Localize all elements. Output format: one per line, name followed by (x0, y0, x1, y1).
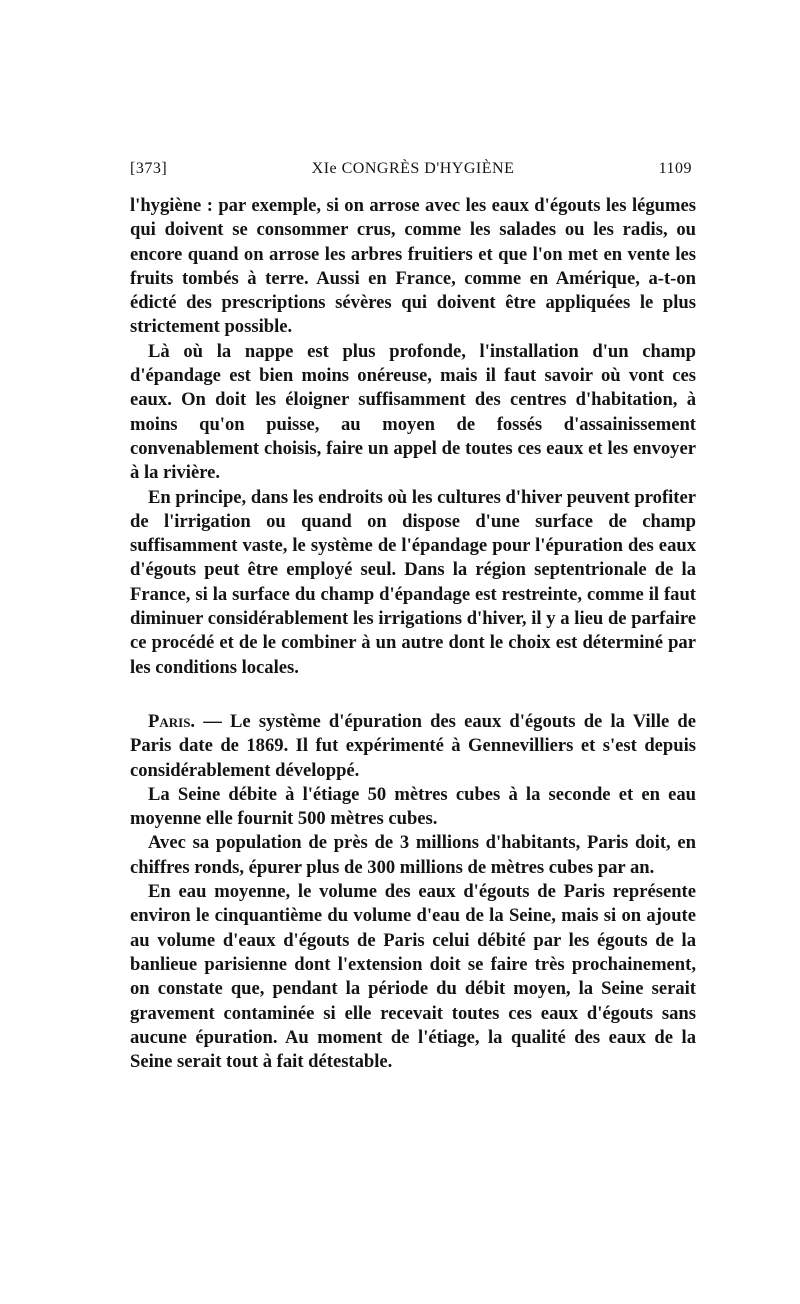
paragraph: En principe, dans les endroits où les cultures d'hiver peuvent profiter de l'irrigation ou quand on dispose d'une surface de champ suffisamment vaste, le système de l'épandage pour l'épuration des eaux d'égouts peut être employé seul. Dans la région septentrionale de la France, si la surface du champ d'épandage est restreinte, comme il faut diminuer considérablement les irrigations d'hiver, il y a lieu de parfaire ce procédé et de le combiner à un autre dont le choix est déterminé par les conditions locales. (130, 486, 696, 678)
paragraph: Là où la nappe est plus profonde, l'installation d'un champ d'épandage est bien moins onéreuse, mais il faut savoir où vont ces eaux. On doit les éloigner suffisamment des centres d'habitation, à moins qu'on puisse, au moyen de fossés d'assainissement convenablement choisis, faire un appel de toutes ces eaux et les envoyer à la rivière. (130, 340, 696, 484)
paris-paragraph (130, 710, 696, 783)
section-heading-paris: Paris. (148, 710, 196, 732)
body-text (130, 194, 696, 1074)
running-header (130, 150, 696, 180)
paragraph: Avec sa population de près de 3 millions d'habitants, Paris doit, en chiffres ronds, épurer plus de 300 millions de mètres cubes par an. (130, 832, 696, 878)
paragraph: l'hygiène : par exemple, si on arrose avec les eaux d'égouts les légumes qui doivent se consommer crus, comme les salades ou les radis, ou encore quand on arrose les arbres fruitiers et que l'on met en vente les fruits tombés à terre. Aussi en France, comme en Amérique, a-t-on édicté des prescriptions sévères qui doivent être appliquées le plus strictement possible. (130, 195, 696, 338)
page-reference: [373] (130, 160, 168, 177)
page-number: 1109 (658, 160, 692, 177)
paragraph: La Seine débite à l'étiage 50 mètres cubes à la seconde et en eau moyenne elle fournit 500 mètres cubes. (130, 783, 696, 830)
section-gap (130, 680, 696, 710)
book-page (130, 150, 696, 1074)
paris-paragraph-text: — Le système d'épuration des eaux d'égouts de la Ville de Paris date de 1869. Il fut expérimenté à Gennevilliers et s'est depuis considérablement développé. (130, 710, 696, 781)
paragraph: En eau moyenne, le volume des eaux d'égouts de Paris représente environ le cinquantième du volume d'eau de la Seine, mais si on ajoute au volume d'eaux d'égouts de Paris celui débité par les égouts de la banlieue parisienne dont l'extension doit se faire très prochainement, on constate que, pendant la période du débit moyen, la Seine serait gravement contaminée si elle recevait toutes ces eaux d'égouts sans aucune épuration. Au moment de l'étiage, la qualité des eaux de la Seine serait tout à fait détestable. (130, 881, 696, 1073)
running-title: XIe CONGRÈS D'HYGIÈNE (311, 160, 515, 177)
